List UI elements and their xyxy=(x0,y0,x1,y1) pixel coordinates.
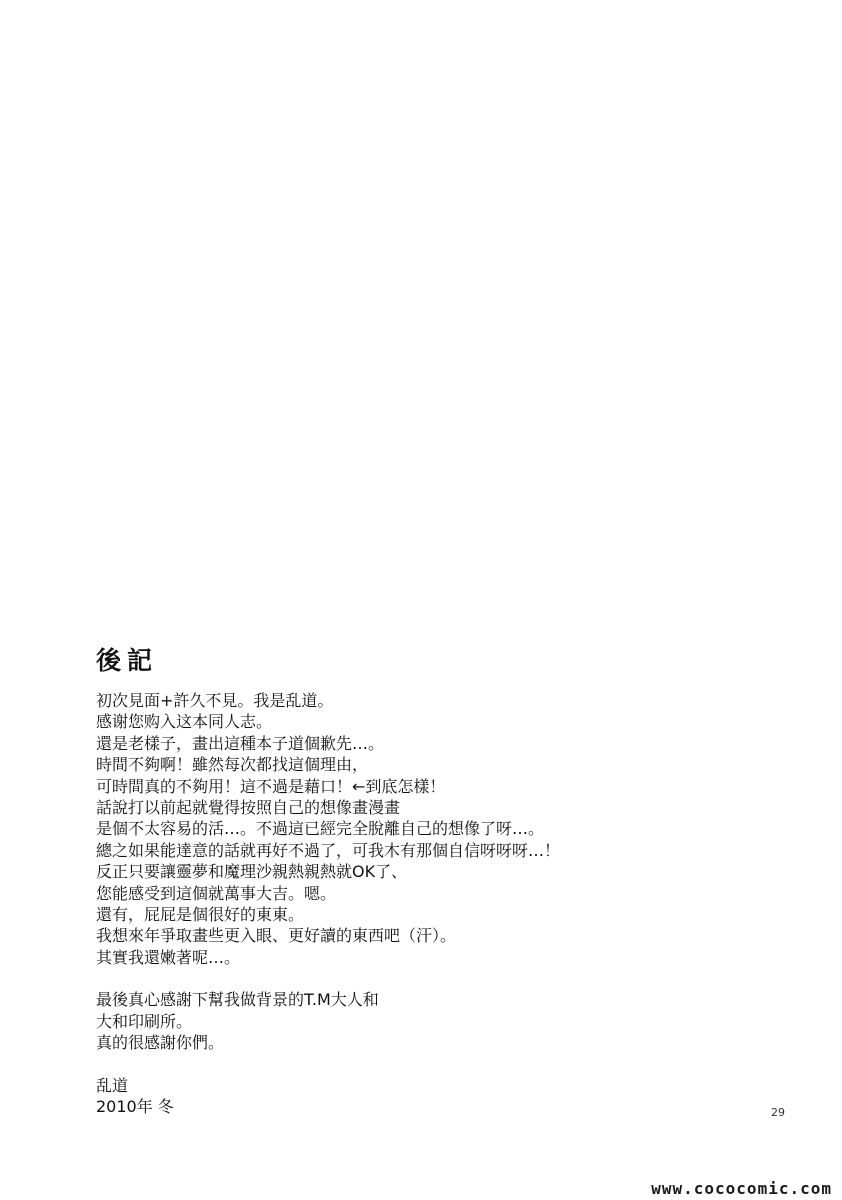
text-line: 感谢您购入这本同人志。 xyxy=(96,712,273,732)
afterword-heading: 後記 xyxy=(96,646,159,675)
text-line: 還有，屁屁是個很好的東東。 xyxy=(96,905,305,925)
signature-date: 2010年 冬 xyxy=(96,1096,174,1116)
text-line: 是個不太容易的活…。不過這已經完全脫離自己的想像了呀…。 xyxy=(96,819,545,839)
text-line: 我想來年爭取畫些更入眼、更好讀的東西吧（汗）。 xyxy=(96,926,457,946)
text-line: 時間不夠啊！雖然每次都找這個理由， xyxy=(96,755,369,775)
text-line: 話說打以前起就覺得按照自己的想像畫漫畫 xyxy=(96,798,401,818)
text-line: 初次見面+許久不見。我是乱道。 xyxy=(96,691,334,710)
text-line: 大和印刷所。 xyxy=(96,1011,193,1031)
author-name: 乱道 xyxy=(96,1075,129,1095)
text-line: 您能感受到這個就萬事大吉。嗯。 xyxy=(96,883,337,903)
text-line: 還是老樣子，畫出這種本子道個歉先…。 xyxy=(96,733,385,753)
afterword-paragraph-1 xyxy=(96,690,696,968)
afterword-paragraph-2 xyxy=(96,989,696,1053)
text-line: 其實我還嫩著呢…。 xyxy=(96,947,241,967)
afterword-body xyxy=(96,690,696,1117)
text-line: 真的很感謝你們。 xyxy=(96,1033,225,1053)
text-line: 最後真心感謝下幫我做背景的T.M大人和 xyxy=(96,990,379,1010)
text-line: 反正只要讓靈夢和魔理沙親熱親熱就OK了、 xyxy=(96,862,408,882)
text-line: 總之如果能達意的話就再好不過了，可我木有那個自信呀呀呀…！ xyxy=(96,840,561,860)
paragraph-spacer xyxy=(96,968,696,989)
site-watermark: www.cococomic.com xyxy=(651,1179,832,1198)
afterword-signature xyxy=(96,1075,696,1118)
page-number: 29 xyxy=(771,1106,785,1119)
text-line: 可時間真的不夠用！這不過是藉口！←到底怎樣！ xyxy=(96,776,446,796)
paragraph-spacer xyxy=(96,1054,696,1075)
